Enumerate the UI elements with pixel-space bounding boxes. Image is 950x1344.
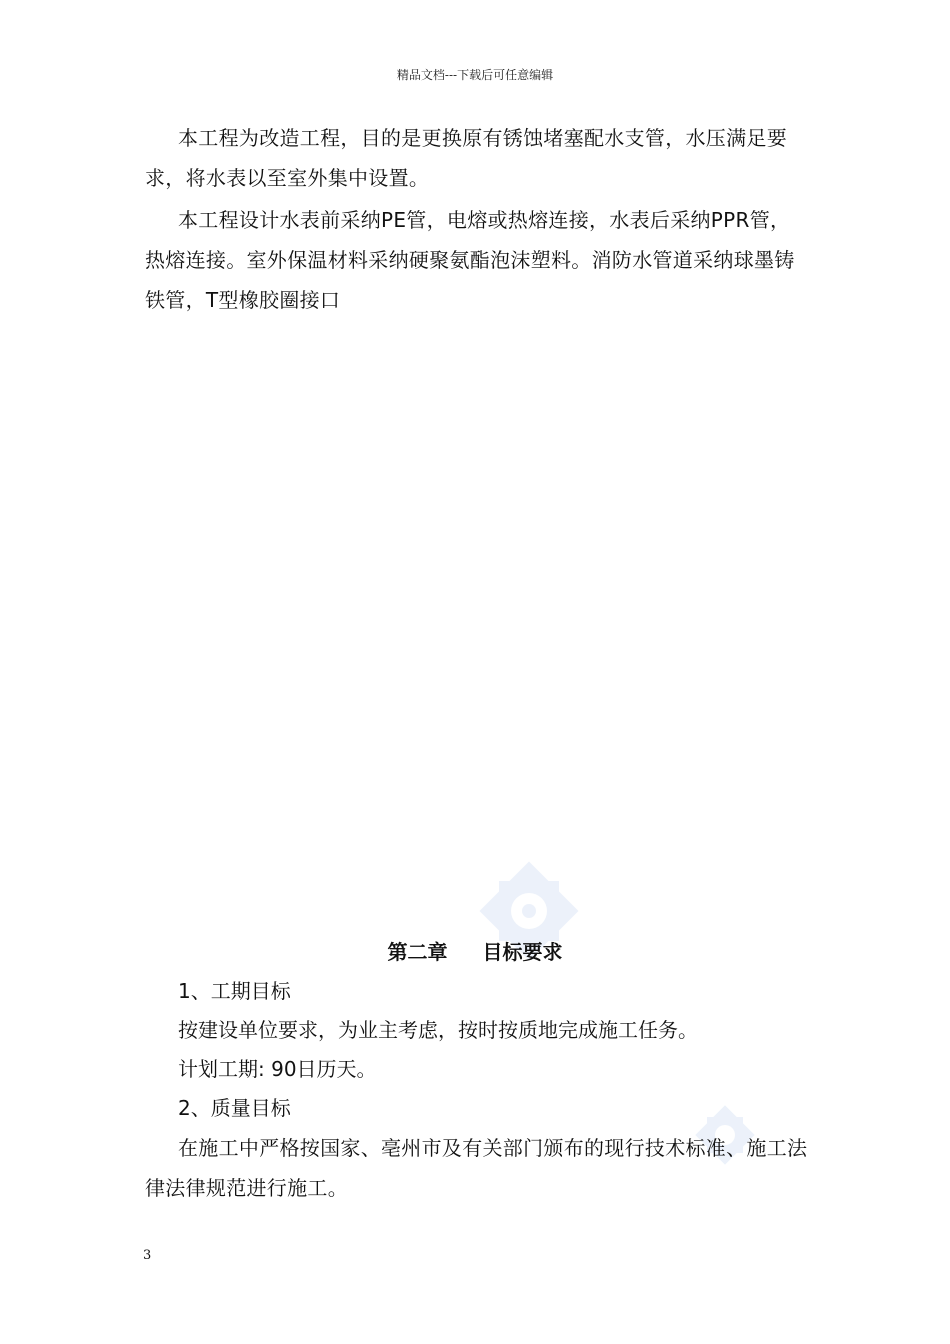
paragraph-quality: 在施工中严格按国家、亳州市及有关部门颁布的现行技术标准、施工法律法律规范进行施工。 xyxy=(145,1136,808,1200)
page-header: 精品文档---下载后可任意编辑 xyxy=(396,68,554,82)
item-schedule-text: 按建设单位要求，为业主考虑，按时按质地完成施工任务。 xyxy=(178,1018,698,1042)
paragraph-2: 本工程设计水表前采纳PE管，电熔或热熔连接，水表后采纳PPR管，热熔连接。室外保温材料采纳硬聚氨酯泡沫塑料。消防水管道采纳球墨铸铁管，T型橡胶圈接口 xyxy=(145,208,795,312)
item-schedule-goal: 1、工期目标 xyxy=(178,979,291,1003)
item-planned-duration: 计划工期: 90日历天。 xyxy=(178,1057,377,1081)
chapter-title: 第二章 目标要求 xyxy=(387,940,563,964)
item-quality-goal: 2、质量目标 xyxy=(178,1096,291,1120)
paragraph-1: 本工程为改造工程，目的是更换原有锈蚀堵塞配水支管，水压满足要求，将水表以至室外集中设置。 xyxy=(145,126,787,190)
page-number: 3 xyxy=(143,1248,152,1263)
